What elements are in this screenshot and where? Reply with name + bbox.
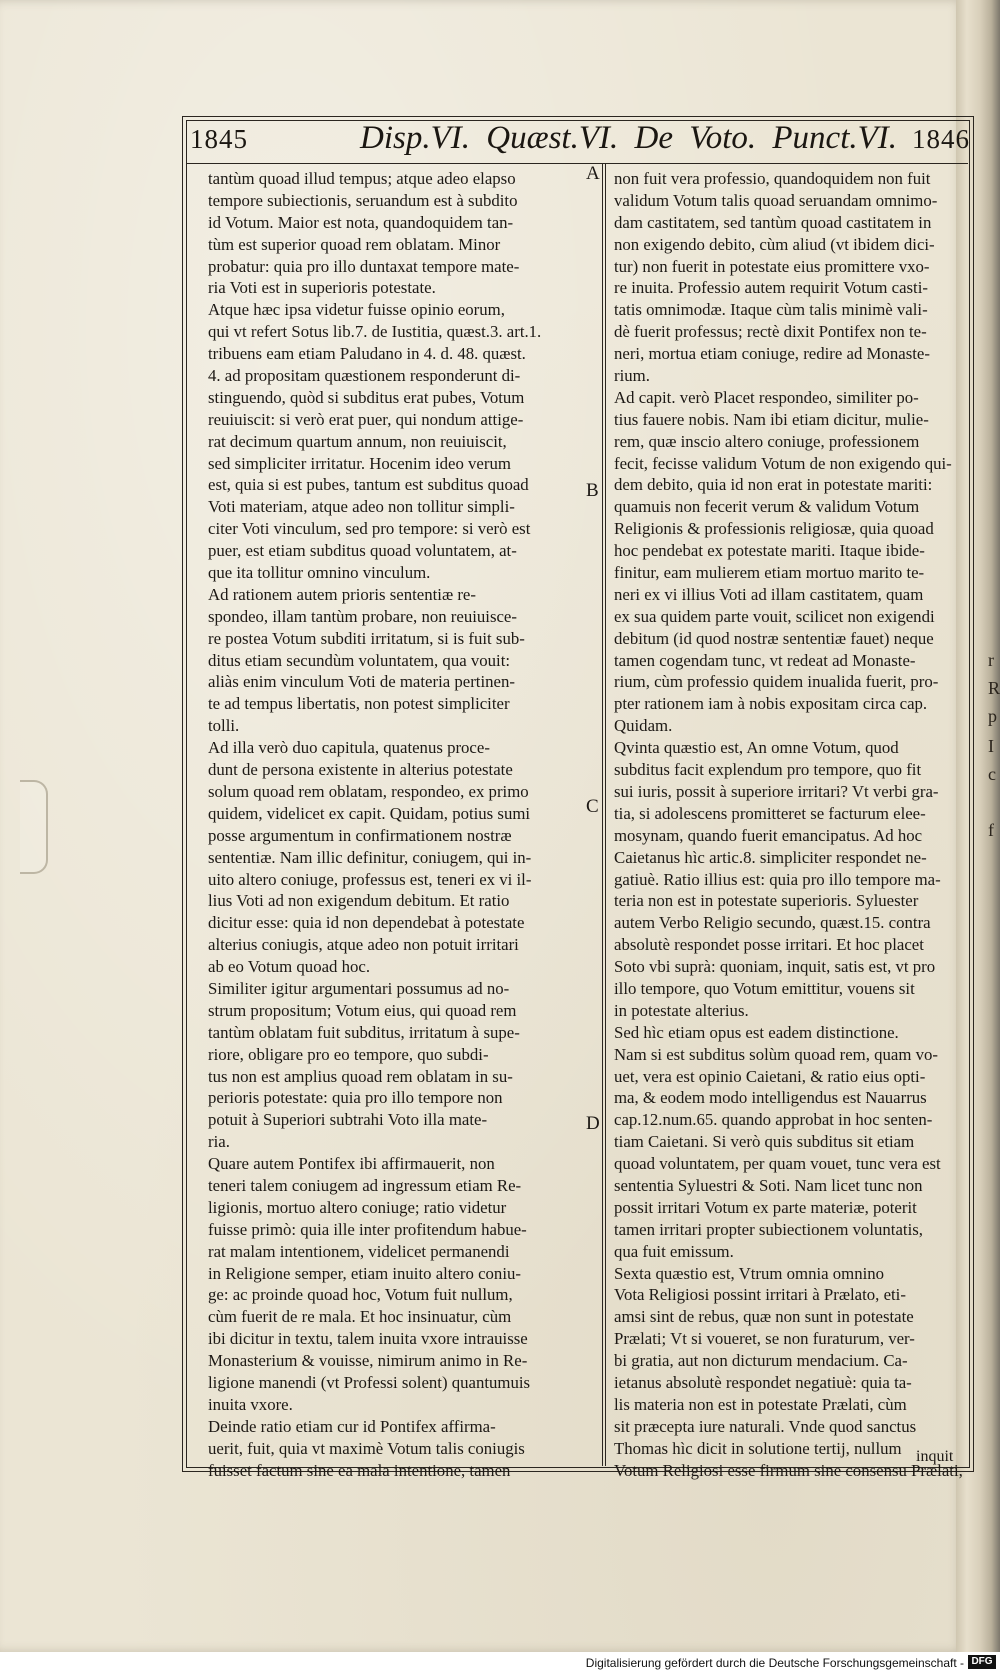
- text-line: 4. ad propositam quæstionem responderunt di-: [208, 366, 521, 386]
- text-line: uerit, fuit, quia vt maximè Votum talis coniugis: [208, 1438, 525, 1458]
- text-line: re inuita. Professio autem requirit Votum casti-: [614, 278, 928, 298]
- text-line: lis materia non est in potestate Prælati, cùm: [614, 1394, 907, 1414]
- text-line: Soto vbi suprà: quoniam, inquit, satis est, vt pro: [614, 957, 936, 977]
- text-line: spondeo, illam tantùm probare, non reuiuisce-: [208, 606, 517, 626]
- text-line: alterius coniugis, atque adeo non potuit irritari: [208, 935, 519, 955]
- text-line: tus non est amplius quoad rem oblatam in su-: [208, 1066, 513, 1086]
- text-line: in Religione semper, etiam inuito altero coniu-: [208, 1263, 521, 1283]
- text-line: neri ex vi illius Voti ad illam castitatem, quam: [614, 584, 924, 604]
- binding-clasp: [20, 780, 48, 874]
- text-line: riore, obligare pro eo tempore, quo subdi-: [208, 1044, 489, 1064]
- text-line: ietanus absolutè respondet negatiuè: quia ta-: [614, 1372, 912, 1392]
- text-line: sententiæ. Nam illic definitur, coniugem, qui in-: [208, 847, 532, 867]
- text-line: Religionis & professionis religiosæ, quia quoad: [614, 519, 934, 539]
- text-line: quidem, videlicet ex capit. Quidam, potius sumi: [208, 803, 531, 823]
- margin-marker-d: D: [586, 1113, 600, 1134]
- running-head: Disp.VI. Quæst.VI. De Voto. Punct.VI.: [360, 120, 898, 156]
- text-line: tùm est superior quoad rem oblatam. Minor: [208, 234, 501, 254]
- text-line: Monasterium & vouisse, nimirum animo in Re-: [208, 1351, 528, 1371]
- text-line: Prælati; Vt si voueret, se non furaturum, ver-: [614, 1329, 915, 1349]
- text-line: tolli.: [208, 716, 240, 736]
- text-line: qua fuit emissum.: [614, 1241, 734, 1261]
- text-line: Ad capit. verò Placet respondeo, similiter po-: [614, 387, 919, 407]
- page-number-right: 1846: [912, 124, 970, 154]
- text-line: ria Voti est in superioris potestate.: [208, 278, 436, 298]
- text-line: rium, cùm professio quidem inualida fuerit, pro-: [614, 672, 939, 692]
- text-line: tatis omnimodæ. Itaque cùm talis minimè vali-: [614, 300, 928, 320]
- text-line: inuita vxore.: [208, 1394, 293, 1414]
- text-line: quamuis non fecerit verum & validum Votum: [614, 497, 920, 517]
- margin-marker-c: C: [586, 796, 599, 817]
- text-line: uet, vera est opinio Caietani, & ratio eius opti-: [614, 1066, 926, 1086]
- text-line: uito altero coniuge, professus est, teneri ex vi il-: [208, 869, 532, 889]
- text-line: pter rationem iam à nobis expositam circa cap.: [614, 694, 928, 714]
- catchword: inquit: [916, 1448, 954, 1465]
- edge-letter: p: [988, 706, 997, 726]
- text-line: Deinde ratio etiam cur id Pontifex affirma-: [208, 1416, 496, 1436]
- text-line: Sexta quæstio est, Vtrum omnia omnino: [614, 1263, 885, 1283]
- text-line: Caietanus hìc artic.8. simpliciter respondet ne-: [614, 847, 927, 867]
- text-line: potuit à Superiori subtrahi Voto illa mate-: [208, 1110, 488, 1130]
- text-line: fuisset factum sine ea mala intentione, tamen: [208, 1460, 511, 1480]
- text-line: illo tempore, quo Votum emittitur, vouens sit: [614, 978, 915, 998]
- text-line: tia, si adolescens promitteret se facturum elee-: [614, 803, 926, 823]
- edge-letter: r: [988, 650, 994, 670]
- edge-letter: f: [988, 820, 994, 840]
- text-line: ria.: [208, 1132, 230, 1152]
- text-line: non exigendo debito, cùm aliud (vt ibidem dici-: [614, 234, 935, 254]
- text-line: Ad illa verò duo capitula, quatenus proce-: [208, 738, 490, 758]
- text-line: que ita tollitur omnino vinculum.: [208, 563, 431, 583]
- text-line: rat malam intentionem, videlicet permanendi: [208, 1241, 510, 1261]
- text-line: ma, & eodem modo intelligendus est Nauarrus: [614, 1088, 927, 1108]
- text-line: mosynam, quando fuerit emancipatus. Ad hoc: [614, 825, 923, 845]
- text-line: Votum Religiosi esse firmum sine consensu Prælati,: [614, 1460, 963, 1480]
- text-line: rium.: [614, 366, 650, 386]
- text-line: cap.12.num.65. quando approbat in hoc senten-: [614, 1110, 933, 1130]
- text-line: solum quoad rem oblatam, respondeo, ex primo: [208, 781, 529, 801]
- text-line: fecit, fecisse validum Votum de non exigendo qui-: [614, 453, 952, 473]
- text-line: dicitur esse: quia id non dependebat à potestate: [208, 913, 525, 933]
- text-line: citer Voti vinculum, sed pro tempore: si verò est: [208, 519, 531, 539]
- text-line: Quare autem Pontifex ibi affirmauerit, non: [208, 1154, 495, 1174]
- text-line: ibi dicitur in textu, talem inuita vxore intrauisse: [208, 1329, 528, 1349]
- dfg-logo: DFG: [968, 1655, 996, 1669]
- text-line: non fuit vera professio, quandoquidem non fuit: [614, 169, 931, 188]
- text-line: teria non est in potestate superioris. Syluester: [614, 891, 919, 911]
- text-line: strum propositum; Votum eius, qui quoad rem: [208, 1000, 517, 1020]
- text-line: sententia Syluestri & Soti. Nam licet tunc non: [614, 1175, 923, 1195]
- text-line: amsi sint de rebus, quæ non sunt in potestate: [614, 1307, 914, 1327]
- edge-letter: R: [988, 678, 1000, 698]
- text-line: cùm fuerit de re mala. Et hoc insinuatur, cùm: [208, 1307, 512, 1327]
- text-line: est, quia si est pubes, tantum est subditus quoad: [208, 475, 529, 495]
- text-line: stinguendo, quòd si subditus erat pubes, Votum: [208, 387, 525, 407]
- right-column: [614, 168, 964, 1481]
- text-line: tamen irritari propter subiectionem voluntatis,: [614, 1219, 923, 1239]
- text-line: dè fuerit professus; rectè dixit Pontifex non te-: [614, 322, 927, 342]
- text-line: ge: ac proinde quoad hoc, Votum fuit nullum,: [208, 1285, 513, 1305]
- text-line: rem, quæ inscio altero coniuge, professionem: [614, 431, 920, 451]
- text-line: neri, mortua etiam coniuge, redire ad Monaste-: [614, 344, 930, 364]
- text-line: Ad rationem autem prioris sententiæ re-: [208, 584, 476, 604]
- text-line: subditus facit explendum pro tempore, quo fit: [614, 760, 922, 780]
- text-line: ligionis, mortuo altero coniuge; ratio videtur: [208, 1197, 507, 1217]
- text-line: reuiuiscit: si verò erat puer, qui nondum attige-: [208, 409, 524, 429]
- text-line: tribuens eam etiam Paludano in 4. d. 48. quæst.: [208, 344, 526, 364]
- text-line: probatur: quia pro illo duntaxat tempore mate-: [208, 256, 520, 276]
- margin-marker-a: A: [586, 163, 600, 184]
- text-line: puer, est etiam subditus quoad voluntatem, at-: [208, 541, 517, 561]
- edge-letter: c: [988, 764, 996, 784]
- text-line: teneri talem coniugem ad ingressum etiam Re-: [208, 1175, 522, 1195]
- column-divider: [602, 163, 603, 1466]
- text-line: qui vt refert Sotus lib.7. de Iustitia, quæst.3. art.1.: [208, 322, 542, 342]
- text-line: in potestate alterius.: [614, 1000, 749, 1020]
- text-line: re postea Votum subditi irritatum, si is fuit sub-: [208, 628, 525, 648]
- text-line: sit præcepta iure naturali. Vnde quod sanctus: [614, 1416, 917, 1436]
- text-line: tiam Caietani. Si verò quis subditus sit etiam: [614, 1132, 915, 1152]
- text-line: fuisse primò: quia ille inter profitendum habue-: [208, 1219, 527, 1239]
- text-line: te ad tempus libertatis, non potest simpliciter: [208, 694, 510, 714]
- text-line: Qvinta quæstio est, An omne Votum, quod: [614, 738, 899, 758]
- text-line: hoc pendebat ex potestate mariti. Itaque ibide-: [614, 541, 925, 561]
- text-line: lius Voti ad non exigendum debitum. Et ratio: [208, 891, 510, 911]
- footer-credit: Digitalisierung gefördert durch die Deutsche Forschungsgemeinschaft -: [585, 1656, 964, 1670]
- text-line: validum Votum talis quoad seruandam omnimo-: [614, 190, 938, 210]
- text-line: autem Verbo Religio secundo, quæst.15. contra: [614, 913, 931, 933]
- text-line: ab eo Votum quoad hoc.: [208, 957, 371, 977]
- text-line: tantùm oblatam fuit subditus, irritatum à supe-: [208, 1022, 520, 1042]
- header-rule: [186, 163, 968, 164]
- page-number-left: 1845: [190, 124, 248, 154]
- text-line: Vota Religiosi possint irritari à Prælato, eti-: [614, 1285, 906, 1305]
- text-line: possit irritari Votum ex parte materiæ, poterit: [614, 1197, 917, 1217]
- text-line: Nam si est subditus solùm quoad rem, quam vo-: [614, 1044, 938, 1064]
- text-line: rat decimum quartum annum, non reuiuiscit,: [208, 431, 507, 451]
- margin-marker-b: B: [586, 480, 599, 501]
- text-line: Thomas hìc dicit in solutione tertij, nullum: [614, 1438, 902, 1458]
- text-line: tamen cogendam tunc, vt redeat ad Monaste-: [614, 650, 916, 670]
- text-line: Voti materiam, atque adeo non tollitur simpli-: [208, 497, 515, 517]
- text-line: Atque hæc ipsa videtur fuisse opinio eorum,: [208, 300, 505, 320]
- text-line: gatiuè. Ratio illius est: quia pro illo tempore ma-: [614, 869, 941, 889]
- text-line: debitum (id quod nostræ sententiæ fauet) neque: [614, 628, 934, 648]
- text-line: finitur, eam mulierem etiam mortuo marito te-: [614, 563, 925, 583]
- text-line: Similiter igitur argumentari possumus ad no-: [208, 978, 510, 998]
- text-line: aliàs enim vinculum Voti de materia pertinen-: [208, 672, 515, 692]
- text-line: tempore subiectionis, seruandum est à subdito: [208, 190, 518, 210]
- text-line: ex sua quidem parte vouit, scilicet non exigendi: [614, 606, 935, 626]
- text-line: dam castitatem, sed tantùm quoad castitatem in: [614, 212, 932, 232]
- text-line: id Votum. Maior est nota, quandoquidem tan-: [208, 212, 514, 232]
- text-line: dunt de persona existente in alterius potestate: [208, 760, 513, 780]
- text-line: sui iuris, possit à superiore irritari? Vt verbi gra-: [614, 781, 939, 801]
- text-line: tantùm quoad illud tempus; atque adeo elapso: [208, 169, 516, 188]
- left-column: [208, 168, 594, 1481]
- text-line: Sed hìc etiam opus est eadem distinctione.: [614, 1022, 899, 1042]
- column-divider: [605, 163, 606, 1466]
- edge-letter: I: [988, 736, 994, 756]
- text-line: tius fauere nobis. Nam ibi etiam dicitur, mulie-: [614, 409, 929, 429]
- text-line: sed simpliciter irritatur. Hocenim ideo verum: [208, 453, 511, 473]
- text-line: bi gratia, aut non dicturum mendacium. Ca-: [614, 1351, 908, 1371]
- text-line: absolutè respondet posse irritari. Et hoc placet: [614, 935, 924, 955]
- text-line: dem debito, quia id non erat in potestate mariti:: [614, 475, 933, 495]
- text-line: tur) non fuerit in potestate eius promittere vxo-: [614, 256, 930, 276]
- text-line: ligione manendi (vt Professi solent) quantumuis: [208, 1372, 531, 1392]
- text-line: ditus etiam secundùm voluntatem, qua vouit:: [208, 650, 511, 670]
- text-line: perioris potestate: quia pro illo tempore non: [208, 1088, 503, 1108]
- text-line: posse argumentum in confirmationem nostræ: [208, 825, 512, 845]
- text-line: quoad voluntatem, per quam vouet, tunc vera est: [614, 1154, 941, 1174]
- text-line: Quidam.: [614, 716, 673, 736]
